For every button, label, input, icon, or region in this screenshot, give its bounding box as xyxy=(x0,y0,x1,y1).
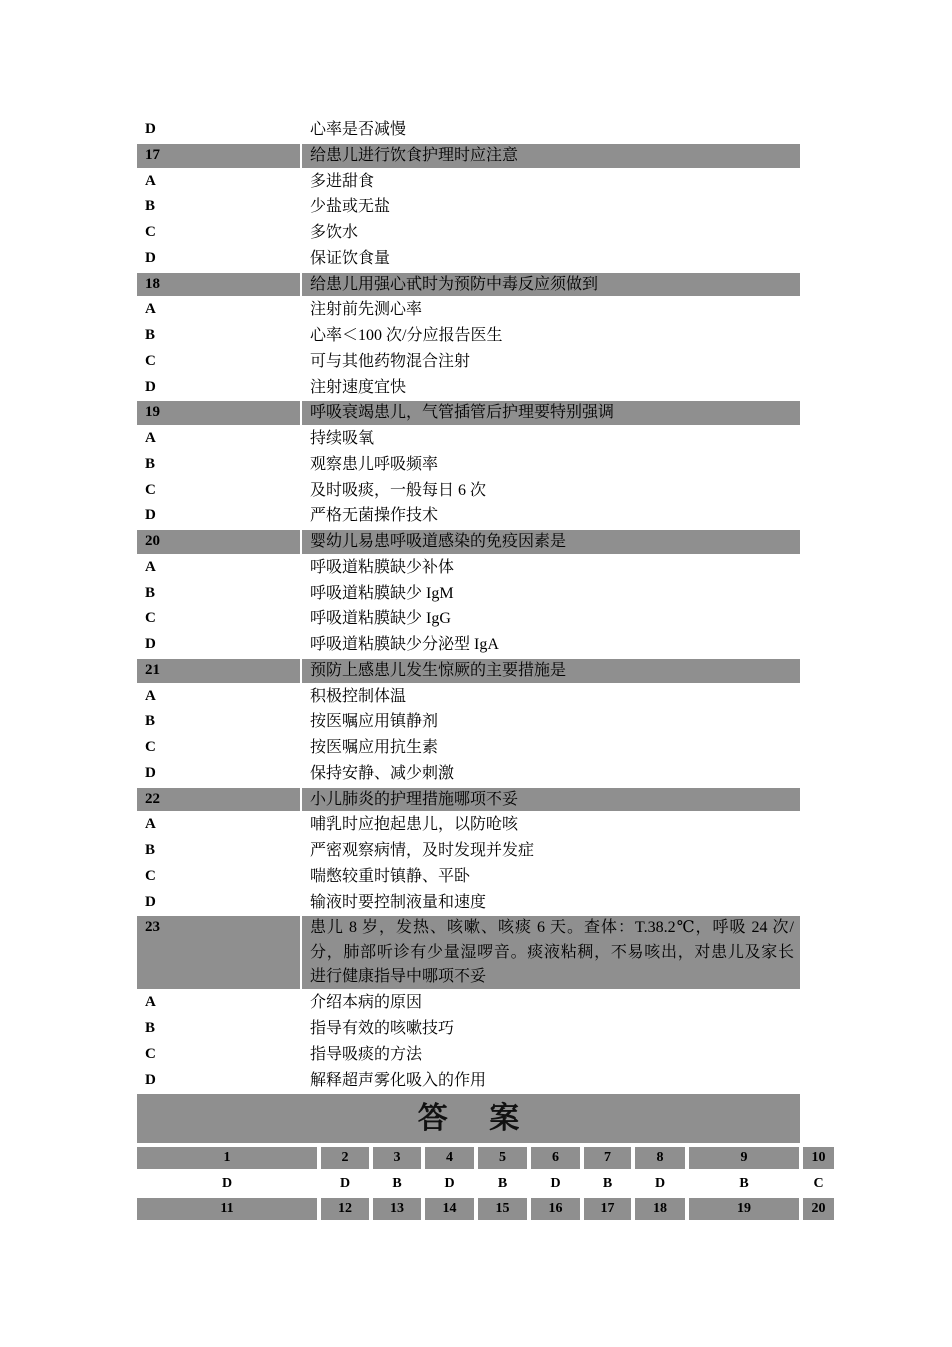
option-text: 指导有效的咳嗽技巧 xyxy=(310,1020,455,1037)
option-label: C xyxy=(145,481,156,498)
question-number: 21 xyxy=(137,659,300,683)
question-stem-line: 患儿 8 岁，发热、咳嗽、咳痰 6 天。查体：T.38.2℃，呼吸 24 次/ xyxy=(310,919,794,937)
option-label: D xyxy=(145,507,156,524)
option-text: 多饮水 xyxy=(310,224,359,241)
option-row xyxy=(137,812,800,838)
option-row xyxy=(137,220,800,246)
option-label: D xyxy=(145,249,156,266)
question-header-row xyxy=(137,915,800,990)
option-text: 心率是否减慢 xyxy=(310,121,407,138)
answer-number-cell: 4 xyxy=(425,1147,474,1169)
answer-value-cell: D xyxy=(339,1176,351,1191)
option-row xyxy=(137,890,800,916)
option-label: A xyxy=(145,994,156,1011)
option-row xyxy=(137,990,800,1016)
option-label: B xyxy=(145,327,156,343)
option-text: 心率＜100 次/分应报告医生 xyxy=(310,327,503,344)
option-text: 呼吸道粘膜缺少补体 xyxy=(310,558,455,576)
question-stem: 给患儿进行饮食护理时应注意 xyxy=(302,144,800,168)
option-text: 按医嘱应用抗生素 xyxy=(310,739,439,756)
question-header-row xyxy=(137,272,800,298)
answer-number-cell: 19 xyxy=(689,1198,799,1220)
option-row xyxy=(137,1042,800,1068)
answer-value-cell: B xyxy=(497,1176,508,1191)
answer-key-title: 答 案 xyxy=(137,1094,800,1143)
answer-number-cell: 13 xyxy=(373,1198,421,1220)
option-text: 严格无菌操作技术 xyxy=(310,507,439,525)
option-row xyxy=(137,581,800,607)
option-text: 介绍本病的原因 xyxy=(310,994,423,1012)
option-row xyxy=(137,478,800,504)
option-label: A xyxy=(145,301,156,318)
answer-value-cell: C xyxy=(813,1176,824,1191)
option-label: C xyxy=(145,867,156,884)
answer-number-cell: 16 xyxy=(531,1198,580,1220)
answer-number-cell: 15 xyxy=(478,1198,527,1220)
option-label: C xyxy=(145,1045,156,1062)
option-text: 保持安静、减少刺激 xyxy=(310,764,455,782)
option-label: C xyxy=(145,610,156,627)
option-text: 呼吸道粘膜缺少分泌型 IgA xyxy=(310,636,499,653)
option-label: D xyxy=(145,764,156,781)
option-label: C xyxy=(145,352,156,369)
question-stem: 给患儿用强心甙时为预防中毒反应须做到 xyxy=(302,273,800,297)
option-row xyxy=(137,632,800,658)
answer-value-cell: D xyxy=(654,1176,666,1191)
option-text: 保证饮食量 xyxy=(310,249,391,267)
option-row xyxy=(137,735,800,761)
answer-value-cell: D xyxy=(550,1176,561,1191)
answer-number-cell: 12 xyxy=(321,1198,369,1220)
option-text: 注射速度宜快 xyxy=(310,378,407,396)
answer-number-row xyxy=(0,1147,952,1169)
question-header-row xyxy=(137,529,800,555)
option-row xyxy=(137,761,800,787)
option-row xyxy=(137,349,800,375)
option-row xyxy=(137,194,800,220)
question-number: 20 xyxy=(137,530,300,554)
option-row xyxy=(137,1016,800,1042)
option-label: D xyxy=(145,121,156,137)
answer-number-cell: 20 xyxy=(803,1198,834,1220)
option-text: 多进甜食 xyxy=(310,172,375,190)
question-stem: 小儿肺炎的护理措施哪项不妥 xyxy=(302,788,800,812)
answer-value-cell: D xyxy=(221,1176,233,1191)
option-text: 观察患儿呼吸频率 xyxy=(310,455,439,473)
option-text: 少盐或无盐 xyxy=(310,198,391,216)
option-row xyxy=(137,323,800,349)
option-row xyxy=(137,684,800,710)
answer-value-row xyxy=(0,1172,952,1195)
option-text: 哺乳时应抱起患儿，以防呛咳 xyxy=(310,816,519,834)
question-number: 18 xyxy=(137,273,300,297)
option-text: 呼吸道粘膜缺少 IgM xyxy=(310,584,454,602)
option-text: 持续吸氧 xyxy=(310,430,375,447)
question-stem-line: 分，肺部听诊有少量湿啰音。痰液粘稠，不易咳出，对患儿及家长 xyxy=(310,943,794,961)
option-label: D xyxy=(145,636,156,652)
option-row xyxy=(137,864,800,890)
question-number: 23 xyxy=(137,916,300,989)
option-text: 积极控制体温 xyxy=(310,687,407,705)
option-label: B xyxy=(145,198,156,215)
answer-value-cell: B xyxy=(392,1176,402,1191)
option-text: 严密观察病情，及时发现并发症 xyxy=(310,842,535,859)
option-text: 及时吸痰，一般每日 6 次 xyxy=(310,481,487,499)
option-row xyxy=(137,709,800,735)
option-row xyxy=(137,606,800,632)
question-stem: 呼吸衰竭患儿，气管插管后护理要特别强调 xyxy=(302,401,800,425)
question-header-row xyxy=(137,400,800,426)
answer-number-cell: 2 xyxy=(321,1147,369,1169)
option-text: 呼吸道粘膜缺少 IgG xyxy=(310,610,451,628)
option-row xyxy=(137,838,800,864)
option-text: 输液时要控制液量和速度 xyxy=(310,893,487,911)
answer-value-cell: B xyxy=(602,1176,613,1191)
question-header-row xyxy=(137,658,800,684)
option-text: 可与其他药物混合注射 xyxy=(310,352,471,370)
option-label: B xyxy=(145,713,156,730)
answer-number-cell: 11 xyxy=(137,1198,317,1220)
answer-number-cell: 5 xyxy=(478,1147,527,1169)
question-stem xyxy=(302,916,800,989)
option-label: C xyxy=(145,224,156,240)
option-label: D xyxy=(145,1071,156,1088)
option-row xyxy=(137,452,800,478)
question-number: 22 xyxy=(137,788,300,812)
answer-number-cell: 17 xyxy=(584,1198,631,1220)
option-label: B xyxy=(145,584,156,601)
question-header-row xyxy=(137,143,800,169)
option-label: A xyxy=(145,687,156,704)
option-label: A xyxy=(145,558,156,575)
option-row xyxy=(137,246,800,272)
answer-number-cell: 10 xyxy=(803,1147,834,1169)
option-label: A xyxy=(145,816,156,833)
option-row xyxy=(137,503,800,529)
answer-number-row xyxy=(0,1198,952,1220)
option-label: B xyxy=(145,842,156,858)
answer-number-cell: 8 xyxy=(635,1147,685,1169)
option-label: A xyxy=(145,430,156,446)
question-number: 17 xyxy=(137,144,300,168)
question-table xyxy=(137,117,800,1093)
option-label: D xyxy=(145,893,156,910)
option-label: B xyxy=(145,1020,156,1036)
question-stem: 预防上感患儿发生惊厥的主要措施是 xyxy=(302,659,800,683)
option-row xyxy=(137,555,800,581)
answer-number-cell: 14 xyxy=(425,1198,474,1220)
question-stem-line: 进行健康指导中哪项不妥 xyxy=(310,967,487,985)
question-number: 19 xyxy=(137,401,300,425)
option-text: 喘憋较重时镇静、平卧 xyxy=(310,867,471,885)
answer-number-cell: 9 xyxy=(689,1147,799,1169)
option-text: 注射前先测心率 xyxy=(310,301,423,319)
option-label: C xyxy=(145,739,156,755)
option-text: 按医嘱应用镇静剂 xyxy=(310,713,439,731)
answer-number-cell: 6 xyxy=(531,1147,580,1169)
answer-number-cell: 18 xyxy=(635,1198,685,1220)
option-label: A xyxy=(145,172,156,189)
answer-number-cell: 7 xyxy=(584,1147,631,1169)
option-text: 指导吸痰的方法 xyxy=(310,1045,423,1063)
option-row xyxy=(137,375,800,401)
answer-value-cell: B xyxy=(739,1176,749,1191)
option-text: 解释超声雾化吸入的作用 xyxy=(310,1071,487,1089)
answer-number-cell: 1 xyxy=(137,1147,317,1169)
answer-number-cell: 3 xyxy=(373,1147,421,1169)
option-row xyxy=(137,117,800,143)
option-label: D xyxy=(145,378,156,395)
option-row xyxy=(137,426,800,452)
question-header-row xyxy=(137,787,800,813)
option-label: B xyxy=(145,455,156,472)
answer-value-cell: D xyxy=(444,1176,455,1191)
question-stem: 婴幼儿易患呼吸道感染的免疫因素是 xyxy=(302,530,800,554)
option-row xyxy=(137,1068,800,1094)
option-row xyxy=(137,169,800,195)
option-row xyxy=(137,297,800,323)
